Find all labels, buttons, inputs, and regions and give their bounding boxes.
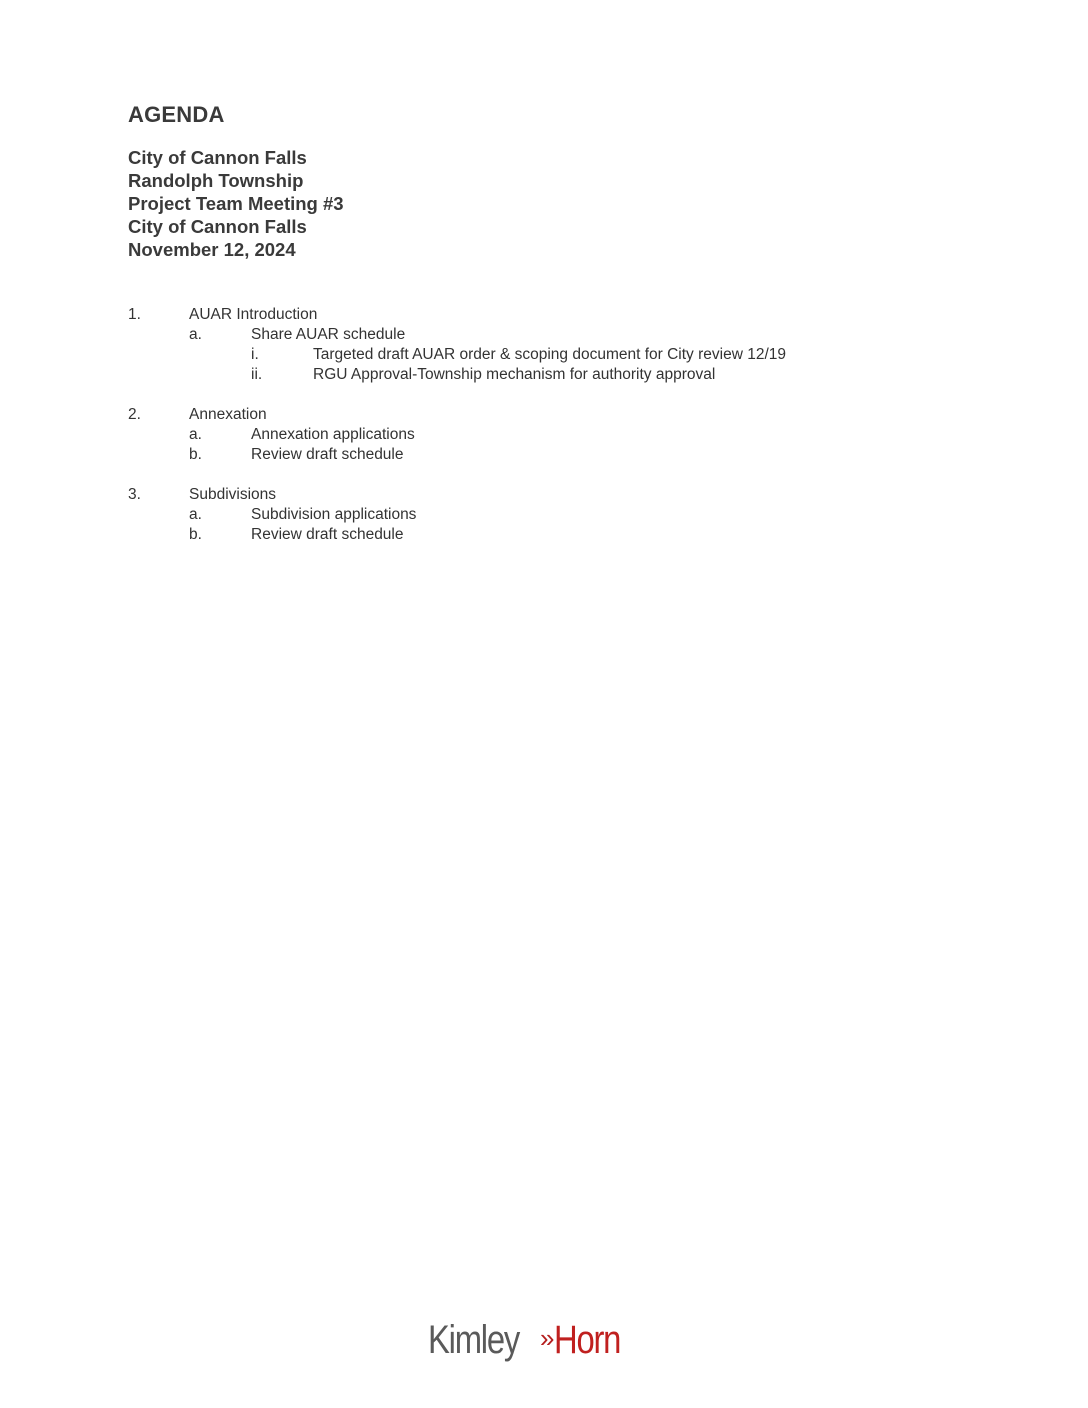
- item-title: AUAR Introduction: [189, 306, 318, 323]
- header-line-city: City of Cannon Falls: [128, 147, 307, 168]
- header-line-date: November 12, 2024: [128, 239, 296, 260]
- subsubitem-text: Targeted draft AUAR order & scoping document for City review 12/19: [313, 346, 786, 363]
- item-number: 2.: [128, 406, 141, 423]
- subitem-marker: a.: [189, 426, 202, 443]
- header-line-meeting: Project Team Meeting #3: [128, 193, 344, 214]
- agenda-subsubitem: [128, 365, 1028, 385]
- item-title: Subdivisions: [189, 486, 277, 503]
- subsubitem-text: RGU Approval-Township mechanism for authority approval: [313, 366, 716, 383]
- subitem-marker: b.: [189, 446, 202, 463]
- agenda-item: [128, 485, 1028, 505]
- subsubitem-marker: i.: [251, 346, 259, 363]
- agenda-subitem: [128, 505, 1028, 525]
- item-number: 1.: [128, 306, 141, 323]
- agenda-item: [128, 305, 1028, 325]
- subitem-marker: b.: [189, 526, 202, 543]
- agenda-section: [128, 305, 1028, 385]
- agenda-subsubitem: [128, 345, 1028, 365]
- agenda-section: [128, 485, 1028, 545]
- subitem-marker: a.: [189, 326, 202, 343]
- agenda-subitem: [128, 445, 1028, 465]
- subitem-text: Annexation applications: [251, 426, 415, 443]
- subitem-text: Review draft schedule: [251, 526, 404, 543]
- header-line-township: Randolph Township: [128, 170, 304, 191]
- page-title: AGENDA: [128, 102, 225, 127]
- agenda-item: [128, 405, 1028, 425]
- agenda-list: [128, 305, 1028, 565]
- subitem-text: Share AUAR schedule: [251, 326, 406, 343]
- item-number: 3.: [128, 486, 141, 503]
- logo-kimley-text: Kimley: [428, 1318, 520, 1362]
- logo-horn-text: Horn: [554, 1318, 621, 1362]
- kimley-horn-logo: [428, 1318, 635, 1362]
- agenda-section: [128, 405, 1028, 465]
- meeting-header: [128, 146, 344, 261]
- subitem-text: Review draft schedule: [251, 446, 404, 463]
- agenda-subitem: [128, 425, 1028, 445]
- subitem-marker: a.: [189, 506, 202, 523]
- subsubitem-marker: ii.: [251, 366, 263, 383]
- item-title: Annexation: [189, 406, 267, 423]
- subitem-text: Subdivision applications: [251, 506, 417, 523]
- logo-chevron-icon: »: [540, 1323, 551, 1353]
- agenda-subitem: [128, 325, 1028, 345]
- agenda-subitem: [128, 525, 1028, 545]
- header-line-location: City of Cannon Falls: [128, 216, 307, 237]
